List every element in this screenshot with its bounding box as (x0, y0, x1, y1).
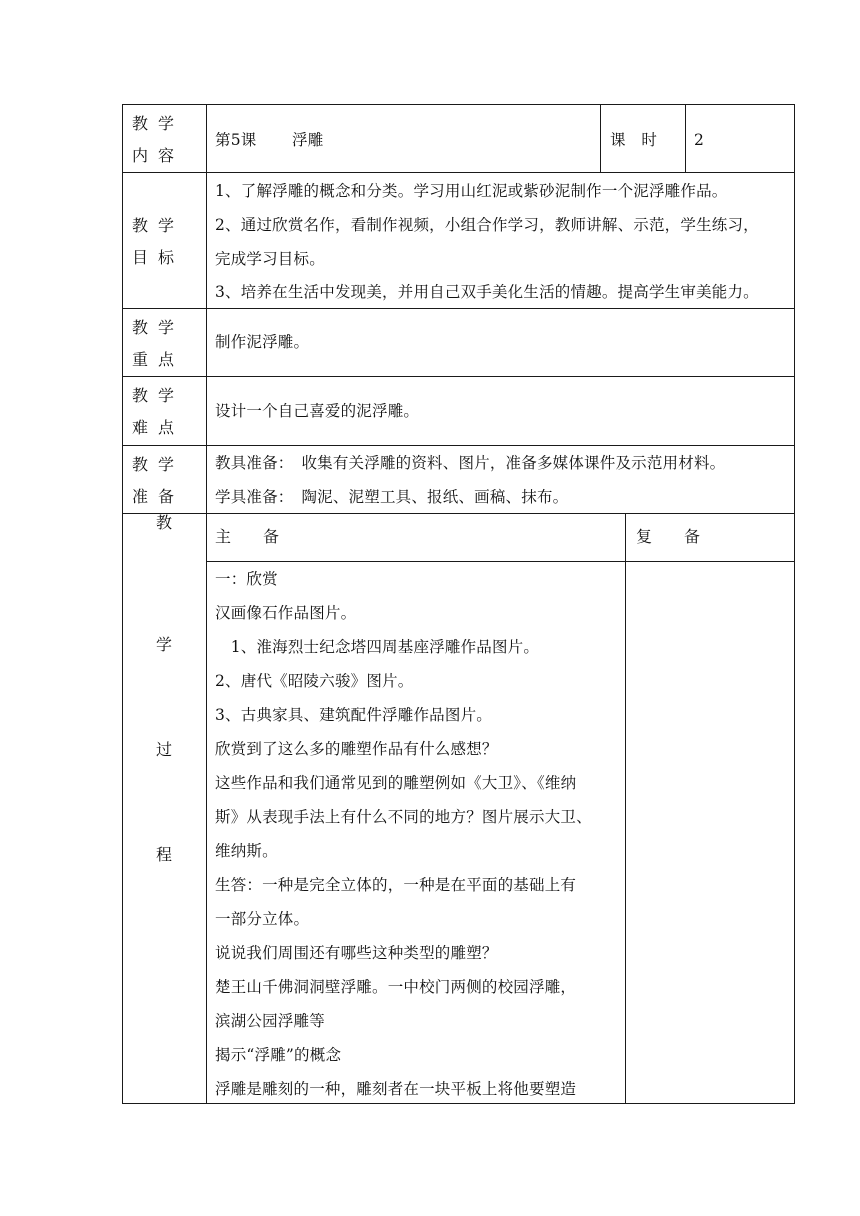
process-line: 滨湖公园浮雕等 (215, 1012, 325, 1030)
process-line: 一：欣赏 (215, 570, 278, 588)
goal-line: 3、培养在生活中发现美，并用自己双手美化生活的情趣。提高学生审美能力。 (215, 283, 759, 301)
row-divider (122, 376, 795, 377)
process-label-char: 过 (155, 740, 172, 759)
process-line: 这些作品和我们通常见到的雕塑例如《大卫》、《维纳 (215, 774, 577, 792)
row-divider (122, 172, 795, 173)
process-line: 1、淮海烈士纪念塔四周基座浮雕作品图片。 (215, 638, 540, 656)
process-line: 浮雕是雕刻的一种，雕刻者在一块平板上将他要塑造 (215, 1080, 577, 1098)
goal-line: 完成学习目标。 (215, 250, 325, 268)
lesson-number: 第5课 (215, 131, 257, 149)
prep-line: 学具准备： 陶泥、泥塑工具、报纸、画稿、抹布。 (215, 488, 569, 506)
label-teaching-content: 教学内容 (132, 114, 185, 165)
label-teaching-goals: 教学目标 (132, 216, 185, 267)
lesson-title: 浮雕 (292, 131, 324, 149)
process-label-char: 教 (155, 513, 172, 532)
difficulty-text: 设计一个自己喜爱的泥浮雕。 (215, 402, 420, 420)
process-line: 汉画像石作品图片。 (215, 604, 357, 622)
process-label-char: 程 (155, 845, 172, 864)
row-divider (122, 445, 795, 446)
key-point-text: 制作泥浮雕。 (215, 333, 310, 351)
process-line: 维纳斯。 (215, 842, 278, 860)
label-difficulty: 教学难点 (132, 386, 185, 437)
process-line: 欣赏到了这么多的雕塑作品有什么感想？ (215, 740, 498, 758)
process-line: 生答：一种是完全立体的，一种是在平面的基础上有 (215, 876, 577, 894)
table-border-right (794, 104, 795, 1104)
process-line: 说说我们周围还有哪些这种类型的雕塑？ (215, 944, 498, 962)
review-prep-header: 复 备 (636, 527, 701, 546)
row-divider (122, 308, 795, 309)
process-header-divider (206, 561, 795, 562)
period-label-divider (600, 104, 601, 172)
process-line: 揭示“浮雕”的概念 (215, 1046, 342, 1064)
period-value: 2 (694, 131, 705, 149)
review-column-divider (625, 513, 626, 1104)
label-preparation: 教学准备 (132, 455, 185, 506)
goal-line: 1、了解浮雕的概念和分类。学习用山红泥或紫砂泥制作一个泥浮雕作品。 (215, 182, 728, 200)
table-border-top (122, 104, 795, 105)
process-line: 一部分立体。 (215, 910, 310, 928)
process-line: 楚王山千佛洞洞壁浮雕。一中校门两侧的校园浮雕， (215, 978, 577, 996)
main-prep-header: 主 备 (215, 527, 280, 546)
label-column-divider (206, 104, 207, 1104)
prep-line: 教具准备： 收集有关浮雕的资料、图片，准备多媒体课件及示范用材料。 (215, 454, 726, 472)
period-value-divider (685, 104, 686, 172)
process-line: 2、唐代《昭陵六骏》图片。 (215, 672, 414, 690)
row-divider (122, 513, 795, 514)
period-label: 课 时 (610, 131, 658, 149)
table-border-left (122, 104, 123, 1104)
process-line: 3、古典家具、建筑配件浮雕作品图片。 (215, 706, 492, 724)
label-key-point: 教学重点 (132, 318, 185, 369)
process-line: 斯》从表现手法上有什么不同的地方？图片展示大卫、 (215, 808, 592, 826)
goal-line: 2、通过欣赏名作，看制作视频，小组合作学习，教师讲解、示范，学生练习， (215, 216, 759, 234)
process-label-char: 学 (155, 635, 172, 654)
